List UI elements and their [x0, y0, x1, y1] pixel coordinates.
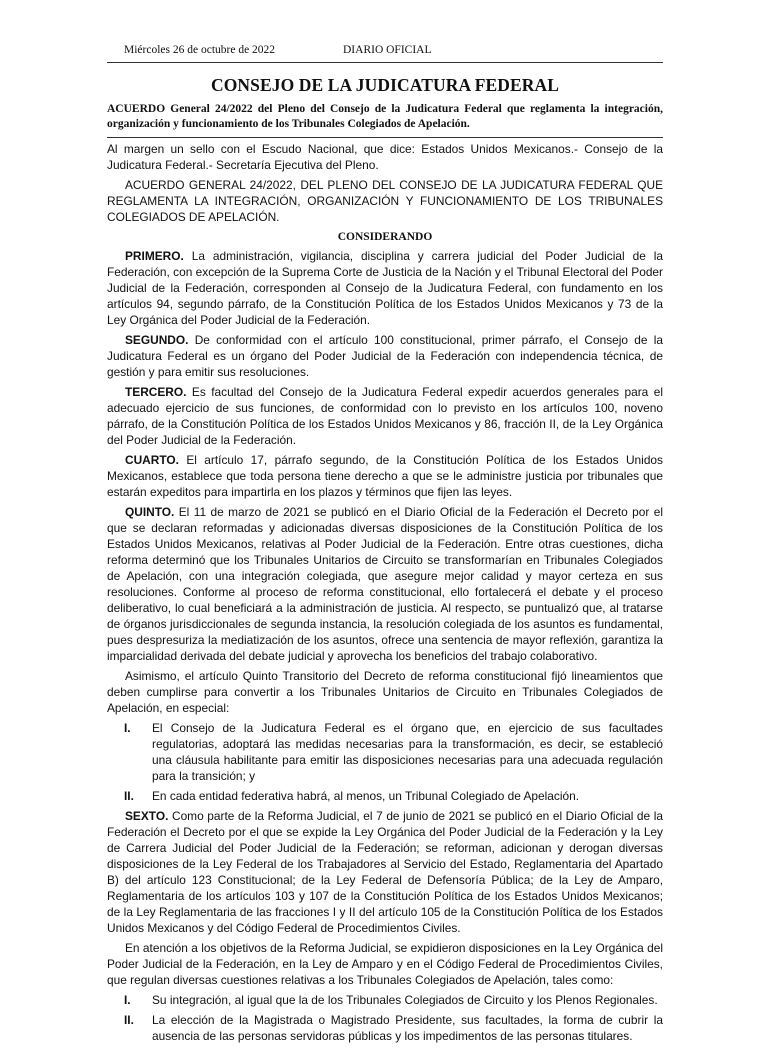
acuerdo-caps-paragraph: ACUERDO GENERAL 24/2022, DEL PLENO DEL CONSEJO DE LA JUDICATURA FEDERAL QUE REGLAMENTA LA INTEGRACIÓN, ORGANIZACIÓN Y FUNCIONAMIENTO DE LOS TRIBUNALES COLEGIADOS DE APELACIÓN.	[107, 178, 663, 224]
list-item-number: I.	[124, 721, 131, 735]
paragraph-text: La administración, vigilancia, disciplina y carrera judicial del Poder Judicial de la Federación, con excepción de la Suprema Corte de Justicia de la Nación y el Tribunal Electoral del Poder Judicial de la Federación, corresponden al Consejo de la Judicatura Federal, con fundamento en los artículos 94, segundo párrafo, de la Constitución Política de los Estados Unidos Mexicanos y 73 de la Ley Orgánica del Poder Judicial de la Federación.	[107, 249, 663, 327]
list-item-number: I.	[124, 993, 131, 1007]
list-item-number: II.	[124, 1013, 134, 1027]
acuerdo-title: ACUERDO General 24/2022 del Pleno del Consejo de la Judicatura Federal que reglamenta la integración, organización y funcionamiento de los Tribunales Colegiados de Apelación.	[107, 103, 663, 130]
paragraph-tercero	[107, 384, 663, 448]
document-page	[107, 44, 663, 1048]
list-item-text: La elección de la Magistrada o Magistrado Presidente, sus facultades, la forma de cubrir la ausencia de las personas servidoras públicas y los impedimentos de las personas titulares.	[152, 1013, 663, 1043]
paragraph-primero	[107, 248, 663, 328]
list-item-text: En cada entidad federativa habrá, al menos, un Tribunal Colegiado de Apelación.	[152, 789, 580, 803]
paragraph-text: De conformidad con el artículo 100 constitucional, primer párrafo, el Consejo de la Judicatura Federal es un órgano del Poder Judicial de la Federación con independencia técnica, de gestión y para emitir sus resoluciones.	[107, 333, 663, 379]
acuerdo-rule	[107, 137, 663, 138]
paragraph-label: CUARTO.	[125, 453, 179, 467]
paragraph-label: QUINTO.	[125, 505, 175, 519]
paragraph-cuarto	[107, 452, 663, 500]
list-item-text: El Consejo de la Judicatura Federal es el órgano que, en ejercicio de sus facultades regulatorias, adoptará las medidas necesarias para la transformación, es decir, se estableció una cláusula habilitante para emitir las disposiciones necesarias para una adecuada regulación para la transición; y	[152, 721, 663, 783]
list-item	[107, 720, 663, 784]
paragraph-text: Es facultad del Consejo de la Judicatura Federal expedir acuerdos generales para el adecuado ejercicio de sus funciones, de conformidad con lo previsto en los artículos 100, noveno párrafo, de la Constitución Política de los Estados Unidos Mexicanos y 86, fracción II, de la Ley Orgánica del Poder Judicial de la Federación.	[107, 385, 663, 447]
paragraph-asimismo: Asimismo, el artículo Quinto Transitorio del Decreto de reforma constitucional fijó lineamientos que deben cumplirse para convertir a los Tribunales Unitarios de Circuito en Tribunales Colegiados de Apelación, en especial:	[107, 669, 663, 715]
paragraph-label: SEXTO.	[125, 809, 169, 823]
list-item-text: Su integración, al igual que la de los Tribunales Colegiados de Circuito y los Plenos Regionales.	[152, 993, 658, 1007]
paragraph-label: TERCERO.	[125, 385, 187, 399]
paragraph-label: PRIMERO.	[125, 249, 184, 263]
document-body	[107, 141, 663, 1044]
section-title: CONSEJO DE LA JUDICATURA FEDERAL	[210, 75, 560, 95]
list-item	[107, 1012, 663, 1044]
header-publication: DIARIO OFICIAL	[343, 44, 432, 56]
paragraph-quinto	[107, 504, 663, 664]
list-item	[107, 788, 663, 804]
paragraph-label: SEGUNDO.	[125, 333, 189, 347]
seal-paragraph: Al margen un sello con el Escudo Nacional, que dice: Estados Unidos Mexicanos.- Consejo de la Judicatura Federal.- Secretaría Ejecutiva del Pleno.	[107, 142, 663, 172]
paragraph-segundo	[107, 332, 663, 380]
considerando-heading: CONSIDERANDO	[337, 231, 433, 243]
list-item	[107, 992, 663, 1008]
header-date: Miércoles 26 de octubre de 2022	[124, 44, 276, 56]
paragraph-sexto	[107, 808, 663, 936]
paragraph-text: El 11 de marzo de 2021 se publicó en el Diario Oficial de la Federación el Decreto por el que se declaran reformadas y adicionadas diversas disposiciones de la Constitución Política de los Estados Unidos Mexicanos, relativas al Poder Judicial de la Federación. Entre otras cuestiones, dicha reforma determinó que los Tribunales Unitarios de Circuito se transformarían en Tribunales Colegiados de Apelación, con una integración colegiada, que asegure mejor calidad y mayor certeza en sus resoluciones. Conforme al proceso de reforma constitucional, ello fortalecerá el debate y el proceso deliberativo, lo cual beneficiará a la administración de justicia. Al respecto, se puntualizó que, al tratarse de órganos jurisdiccionales de segunda instancia, la resolución colegiada de los asuntos es fundamental, pues despresuriza la mediatización de los asuntos, ofrece una sentencia de mayor reflexión, garantiza la imparcialidad derivada del debate judicial y aprovecha los beneficios del trabajo colaborativo.	[107, 505, 663, 663]
paragraph-text: El artículo 17, párrafo segundo, de la Constitución Política de los Estados Unidos Mexicanos, establece que toda persona tiene derecho a que se le administre justicia por tribunales que estarán expeditos para impartirla en los plazos y términos que fijen las leyes.	[107, 453, 663, 499]
page-header	[107, 44, 663, 60]
paragraph-atencion: En atención a los objetivos de la Reforma Judicial, se expidieron disposiciones en la Ley Orgánica del Poder Judicial de la Federación, en la Ley de Amparo y en el Código Federal de Procedimientos Civiles, que regulan diversas cuestiones relativas a los Tribunales Colegiados de Apelación, tales como:	[107, 941, 663, 987]
paragraph-text: Como parte de la Reforma Judicial, el 7 de junio de 2021 se publicó en el Diario Oficial de la Federación el Decreto por el que se expide la Ley Orgánica del Poder Judicial de la Federación y la Ley de Carrera Judicial del Poder Judicial de la Federación; se reforman, adicionan y derogan diversas disposiciones de la Ley Federal de los Trabajadores al Servicio del Estado, Reglamentaria del Apartado B) del artículo 123 Constitucional; de la Ley Federal de Defensoría Pública; de la Ley de Amparo, Reglamentaria de los artículos 103 y 107 de la Constitución Política de los Estados Unidos Mexicanos; de la Ley Reglamentaria de las fracciones I y II del artículo 105 de la Constitución Política de los Estados Unidos Mexicanos y del Código Federal de Procedimientos Civiles.	[107, 809, 663, 935]
header-rule	[107, 62, 663, 63]
list-item-number: II.	[124, 789, 134, 803]
